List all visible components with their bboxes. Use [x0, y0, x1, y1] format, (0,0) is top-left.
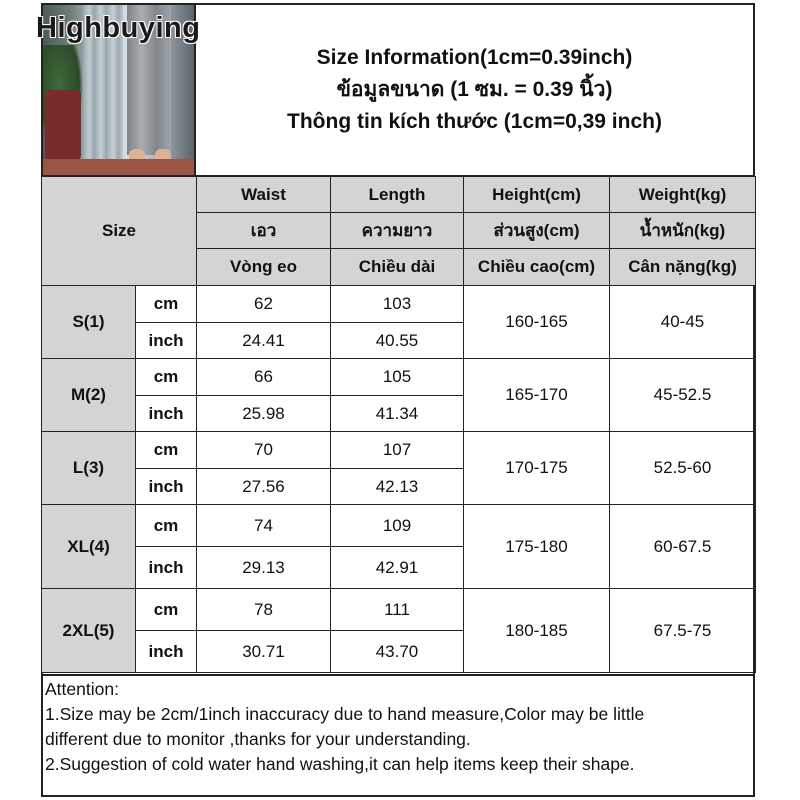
col-height-th: ส่วนสูง(cm): [464, 213, 610, 249]
waist-cm: 62: [197, 286, 331, 323]
waist-cm: 78: [197, 589, 331, 631]
unit-cm: cm: [136, 359, 197, 396]
waist-inch: 25.98: [197, 396, 331, 432]
length-inch: 41.34: [331, 396, 464, 432]
unit-inch: inch: [136, 631, 197, 673]
attention-line-3: 2.Suggestion of cold water hand washing,it can help items keep their shape.: [45, 754, 635, 774]
unit-cm: cm: [136, 589, 197, 631]
col-height-en: Height(cm): [464, 177, 610, 213]
attention-line-1: 1.Size may be 2cm/1inch inaccuracy due to hand measure,Color may be little: [45, 704, 645, 724]
col-waist-en: Waist: [197, 177, 331, 213]
waist-inch: 24.41: [197, 323, 331, 359]
weight-range: 67.5-75: [610, 589, 756, 673]
attention-notes: [45, 677, 750, 777]
height-range: 160-165: [464, 286, 610, 359]
waist-cm: 70: [197, 432, 331, 469]
length-inch: 42.91: [331, 547, 464, 589]
length-cm: 109: [331, 505, 464, 547]
weight-range: 60-67.5: [610, 505, 756, 589]
unit-inch: inch: [136, 396, 197, 432]
table-row: [42, 589, 756, 631]
length-cm: 111: [331, 589, 464, 631]
unit-cm: cm: [136, 432, 197, 469]
length-cm: 105: [331, 359, 464, 396]
waist-cm: 74: [197, 505, 331, 547]
col-weight-th: น้ำหนัก(kg): [610, 213, 756, 249]
waist-inch: 30.71: [197, 631, 331, 673]
col-height-vi: Chiều cao(cm): [464, 249, 610, 286]
weight-range: 45-52.5: [610, 359, 756, 432]
length-cm: 107: [331, 432, 464, 469]
height-range: 180-185: [464, 589, 610, 673]
unit-cm: cm: [136, 286, 197, 323]
unit-inch: inch: [136, 469, 197, 505]
brand-watermark: Highbuying: [36, 12, 201, 44]
col-length-th: ความยาว: [331, 213, 464, 249]
attention-title: Attention:: [45, 679, 119, 699]
size-table: [41, 176, 756, 673]
header-thai: ข้อมูลขนาด (1 ซม. = 0.39 นิ้ว): [336, 78, 613, 101]
length-inch: 40.55: [331, 323, 464, 359]
header-english: Size Information(1cm=0.39inch): [316, 46, 633, 69]
height-range: 170-175: [464, 432, 610, 505]
weight-range: 40-45: [610, 286, 756, 359]
size-label: XL(4): [42, 505, 136, 589]
table-row: [42, 432, 756, 469]
size-label: L(3): [42, 432, 136, 505]
col-weight-en: Weight(kg): [610, 177, 756, 213]
waist-inch: 29.13: [197, 547, 331, 589]
weight-range: 52.5-60: [610, 432, 756, 505]
unit-inch: inch: [136, 323, 197, 359]
size-header: Size: [42, 177, 197, 286]
length-cm: 103: [331, 286, 464, 323]
waist-inch: 27.56: [197, 469, 331, 505]
table-row: [42, 286, 756, 323]
col-length-vi: Chiều dài: [331, 249, 464, 286]
length-inch: 42.13: [331, 469, 464, 505]
size-label: 2XL(5): [42, 589, 136, 673]
col-waist-th: เอว: [197, 213, 331, 249]
table-row: [42, 505, 756, 547]
table-row: [42, 359, 756, 396]
height-range: 165-170: [464, 359, 610, 432]
col-weight-vi: Cân nặng(kg): [610, 249, 756, 286]
col-waist-vi: Vòng eo: [197, 249, 331, 286]
unit-inch: inch: [136, 547, 197, 589]
col-length-en: Length: [331, 177, 464, 213]
unit-cm: cm: [136, 505, 197, 547]
header-vietnamese: Thông tin kích thước (1cm=0,39 inch): [287, 110, 662, 133]
size-label: M(2): [42, 359, 136, 432]
height-range: 175-180: [464, 505, 610, 589]
waist-cm: 66: [197, 359, 331, 396]
size-info-header: [196, 5, 753, 175]
length-inch: 43.70: [331, 631, 464, 673]
size-label: S(1): [42, 286, 136, 359]
attention-line-2: different due to monitor ,thanks for your understanding.: [45, 729, 471, 749]
